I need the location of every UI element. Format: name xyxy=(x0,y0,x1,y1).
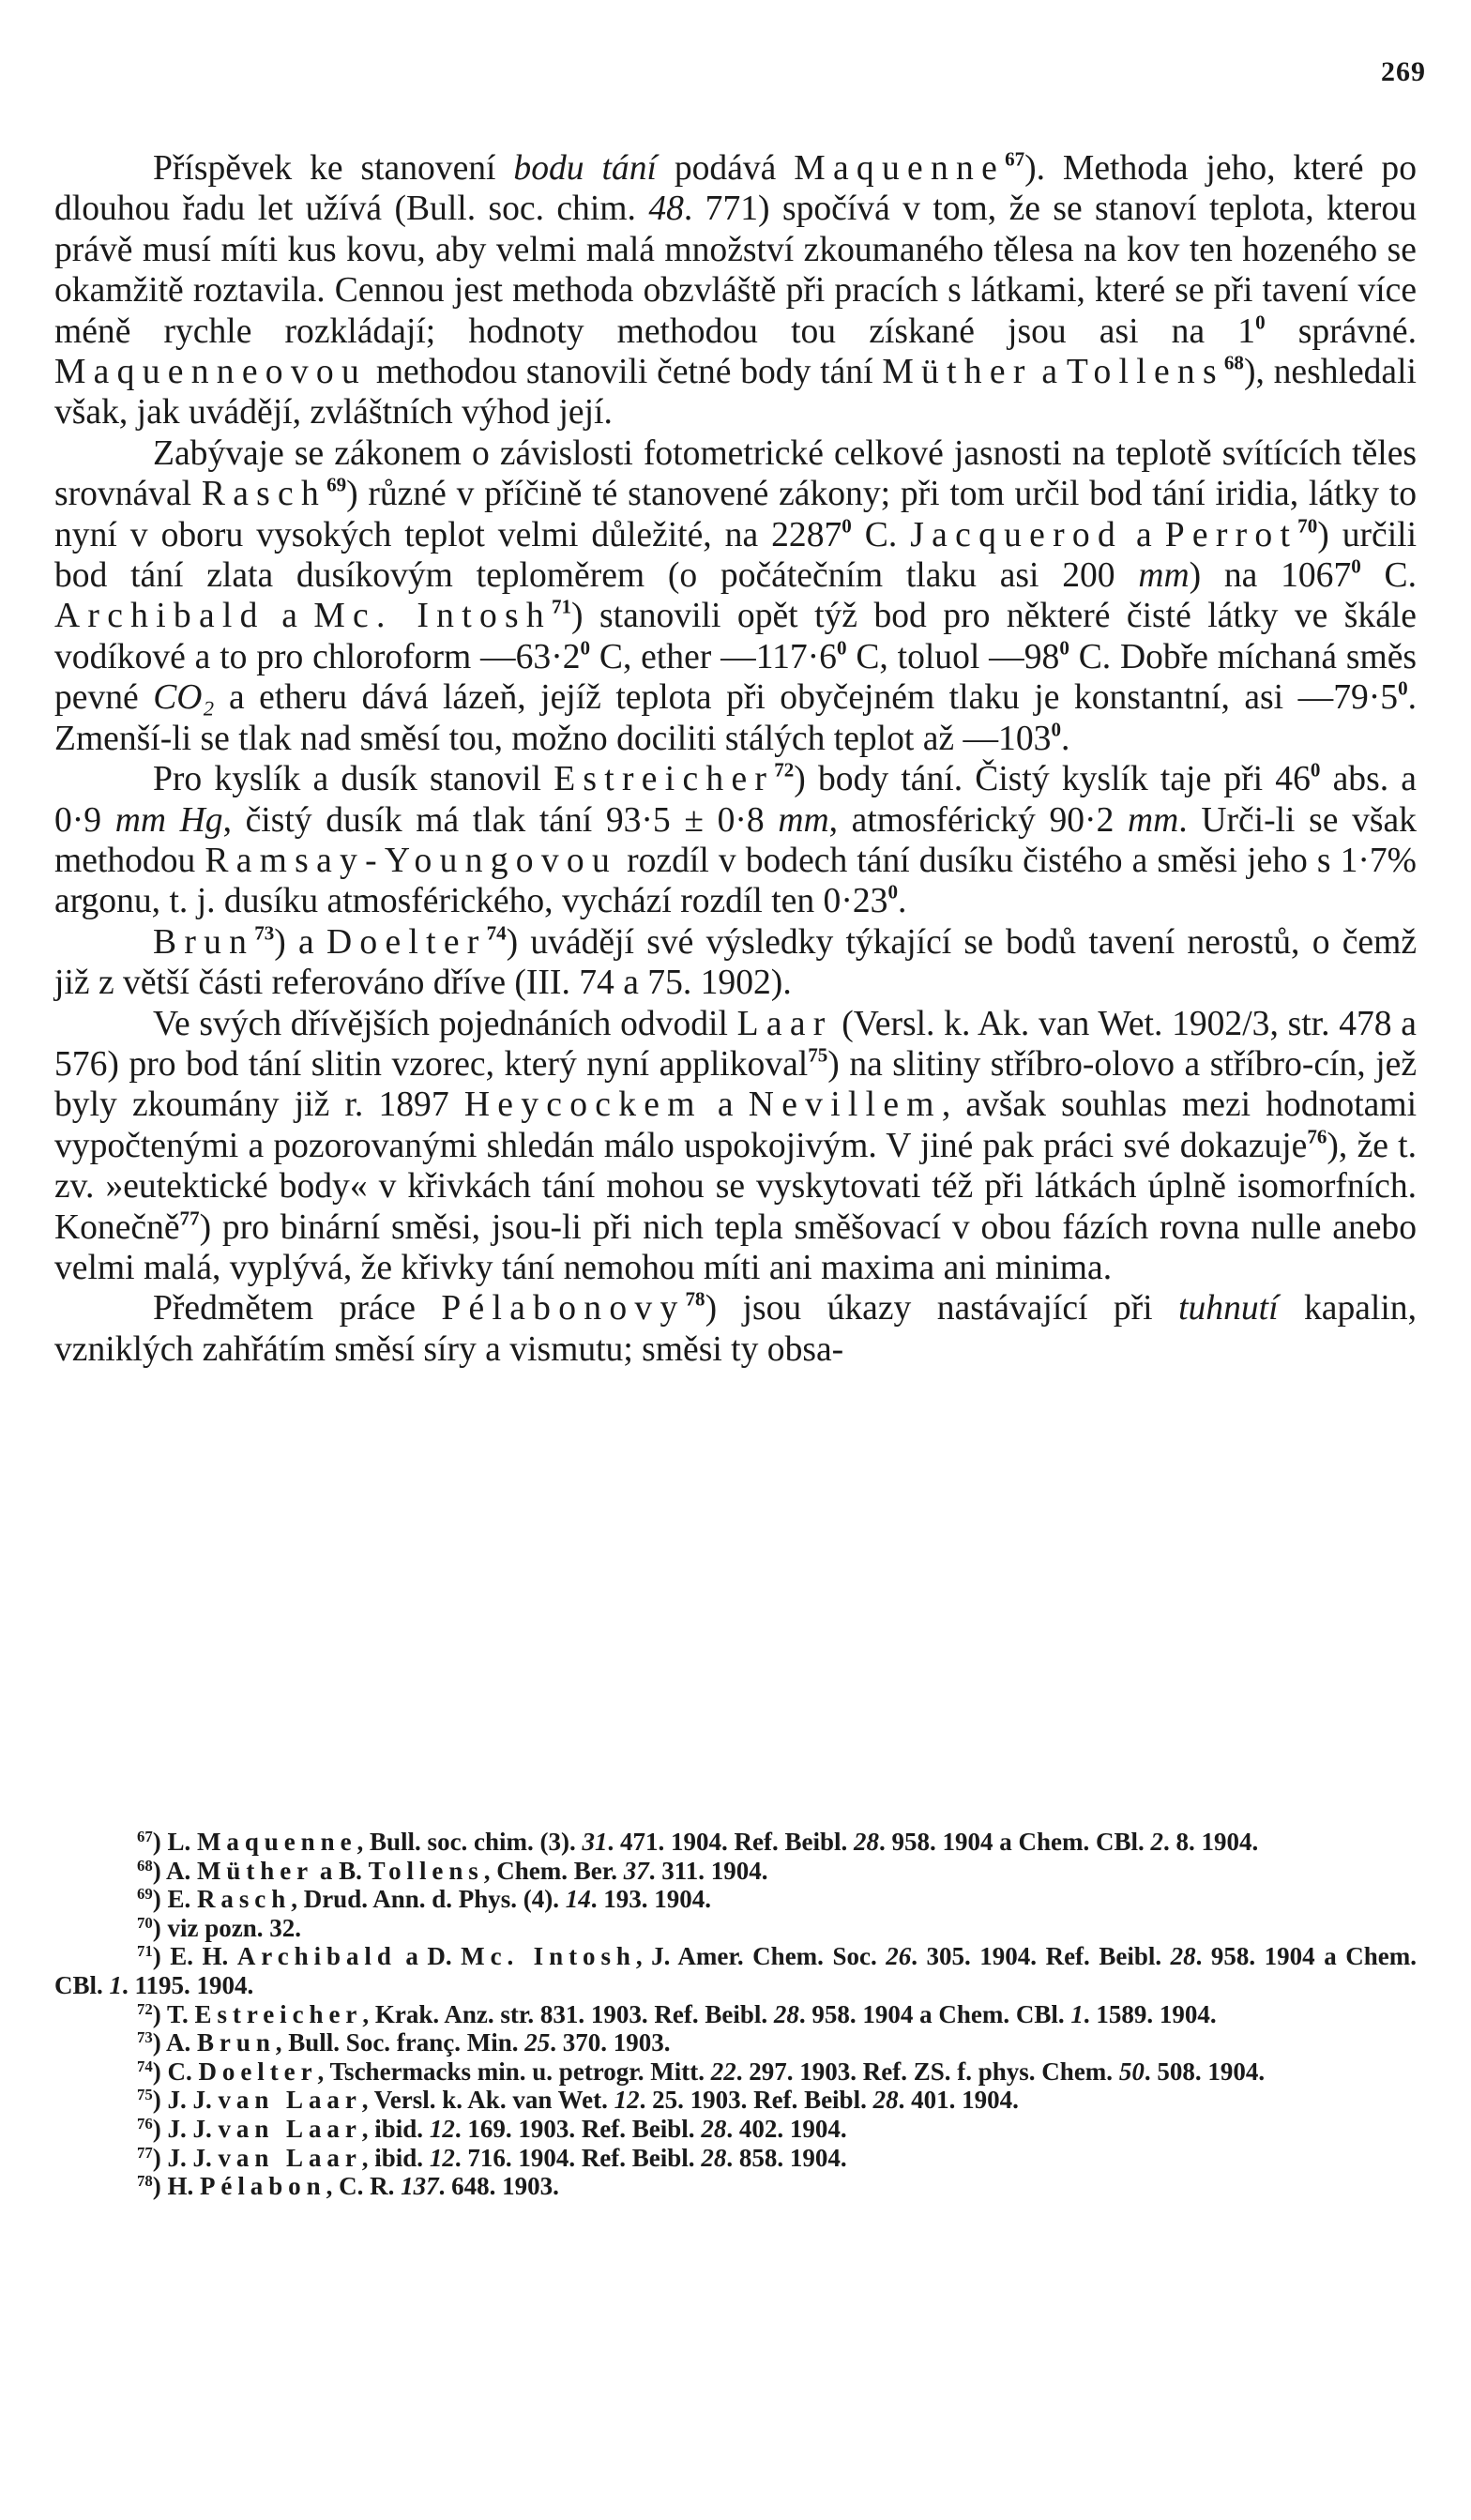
text-run: . 1589. 1904. xyxy=(1083,1999,1217,2028)
superscript: 74 xyxy=(486,920,507,944)
spaced-name: Brun xyxy=(196,2028,276,2057)
italic-text: CO₂ xyxy=(153,678,215,718)
footnote xyxy=(54,1942,1417,1999)
italic-text: 28 xyxy=(872,2086,899,2115)
spaced-name: Mc. Intosh xyxy=(461,1942,636,1971)
text-run: správné. xyxy=(1265,311,1417,351)
text-run: , ibid. xyxy=(361,2114,430,2143)
text-run: Příspěvek ke stanovení xyxy=(153,149,514,188)
superscript: 0 xyxy=(1255,310,1266,333)
superscript: 73 xyxy=(254,920,275,944)
italic-text: 31 xyxy=(582,1828,608,1856)
text-run: Předmětem práce xyxy=(153,1289,442,1328)
spaced-name: Maquenne xyxy=(794,149,1006,188)
text-run: . Urči-li se však methodou xyxy=(54,800,1417,880)
text-run: . 370. 1903. xyxy=(550,2028,671,2057)
italic-text: 2 xyxy=(1150,1828,1164,1856)
spaced-name: Maquenneovou xyxy=(54,353,368,392)
spaced-name: Doelter xyxy=(198,2057,318,2086)
text-run: , Chem. Ber. xyxy=(483,1856,624,1885)
italic-text: 14 xyxy=(565,1885,591,1914)
superscript: 70 xyxy=(1297,513,1318,537)
italic-text: mm Hg xyxy=(114,800,223,840)
text-run: . 958. 1904 a Chem. CBl. xyxy=(54,1942,1417,1999)
footnote xyxy=(54,2115,1417,2144)
spaced-name: Rasch xyxy=(201,475,327,514)
superscript: 69 xyxy=(137,1884,153,1903)
text-run: ) J. J. xyxy=(152,2143,219,2172)
text-run: ) H. xyxy=(152,2172,200,2201)
superscript: 69 xyxy=(326,473,347,496)
text-run: , Krak. Anz. str. 831. 1903. Ref. Beibl. xyxy=(362,1999,774,2028)
italic-text: tuhnutí xyxy=(1178,1289,1279,1328)
footnote xyxy=(54,1914,1417,1943)
superscript: 73 xyxy=(137,2027,153,2046)
text-run: ) na 1067 xyxy=(1189,556,1352,596)
italic-text: mm xyxy=(778,800,829,840)
footnote xyxy=(54,2172,1417,2201)
superscript: 76 xyxy=(1307,1125,1327,1148)
spaced-name: Rasch xyxy=(196,1885,292,1914)
text-run: C, ether —117·6 xyxy=(590,637,837,676)
superscript: 75 xyxy=(808,1043,828,1067)
paragraph xyxy=(54,1288,1417,1370)
text-run: ) A. xyxy=(152,2028,197,2057)
text-run: , Tschermacks min. u. petrogr. Mitt. xyxy=(317,2057,711,2086)
italic-text: 137 xyxy=(401,2172,439,2201)
text-run: ) T. xyxy=(152,1999,195,2028)
spaced-name: Nevillem xyxy=(748,1085,942,1125)
italic-text: 12 xyxy=(614,2086,640,2115)
text-run: , Versl. k. Ak. van Wet. xyxy=(361,2086,614,2115)
text-run: , Bull. soc. chim. (3). xyxy=(356,1828,583,1856)
spaced-name: Estreicher xyxy=(194,1999,363,2028)
footnote xyxy=(54,1828,1417,1857)
spaced-name: Pélabon xyxy=(199,2172,326,2201)
text-run: ) jsou úkazy nastávající při xyxy=(705,1289,1179,1328)
superscript: 0 xyxy=(836,636,847,660)
text-run: ) C. xyxy=(152,2057,199,2086)
superscript: 78 xyxy=(137,2171,153,2190)
spaced-name: Tollens xyxy=(368,1856,484,1885)
footnote xyxy=(54,1885,1417,1914)
paragraph xyxy=(54,759,1417,922)
text-run: ) na slitiny stříbro-olovo a stříbro-cín, jež byly zkoumány již r. 1897 xyxy=(54,1044,1417,1125)
text-run: abs. a 0·9 xyxy=(54,760,1417,840)
text-run: . 471. 1904. Ref. Beibl. xyxy=(607,1828,855,1856)
text-run: . 958. 1904 a Chem. CBl. xyxy=(798,1999,1071,2028)
spaced-name: Estreicher xyxy=(554,760,775,799)
italic-text: 37 xyxy=(623,1856,649,1885)
text-run: ) uvádějí své výsledky týkající se bodů tavení nerostů, o čemž již z větší části referováno dříve (III. 74 a 75. 1902). xyxy=(54,922,1417,1003)
italic-text: 26 xyxy=(886,1942,912,1971)
footnote xyxy=(54,2000,1417,2029)
text-run: . 648. 1903. xyxy=(438,2172,559,2201)
superscript: 68 xyxy=(137,1856,153,1875)
spaced-name: Archibald xyxy=(236,1942,397,1971)
spaced-name: Müther xyxy=(196,1856,314,1885)
text-run: ), neshledali však, jak uvádějí, zvláštních výhod její. xyxy=(54,353,1417,433)
spaced-name: Laar xyxy=(736,1004,833,1043)
text-run: ) J. J. xyxy=(152,2086,219,2115)
superscript: 76 xyxy=(137,2114,153,2133)
spaced-name: Jacquerod xyxy=(910,515,1124,554)
superscript: 0 xyxy=(842,513,852,537)
text-run: , ibid. xyxy=(361,2143,430,2172)
text-run: . 858. 1904. xyxy=(726,2143,847,2172)
text-run: a B. xyxy=(313,1856,369,1885)
superscript: 74 xyxy=(137,2057,153,2075)
text-run: . 193. 1904. xyxy=(590,1885,712,1914)
spaced-name: Müther xyxy=(882,353,1033,392)
text-run: ) E. xyxy=(152,1885,197,1914)
italic-text: 28 xyxy=(773,1999,799,2028)
paragraph xyxy=(54,1004,1417,1289)
spaced-name: Maquenne xyxy=(196,1828,357,1856)
text-run: C. xyxy=(1360,556,1418,596)
italic-text: 12 xyxy=(429,2143,455,2172)
italic-text: mm xyxy=(1128,800,1179,840)
text-run: ) a xyxy=(274,922,326,962)
superscript: 0 xyxy=(1051,717,1061,740)
superscript: 67 xyxy=(1005,147,1025,171)
text-run: a xyxy=(702,1085,749,1125)
text-run: Pro kyslík a dusík stanovil xyxy=(153,760,554,799)
superscript: 0 xyxy=(1059,636,1069,660)
text-run: , avšak souhlas mezi hodnotami vypočtenými a pozorovanými shledán málo uspokojivým. V jiné pak práci své dokazuje xyxy=(54,1085,1418,1165)
superscript: 72 xyxy=(774,758,795,782)
spaced-name: van Laar xyxy=(218,2114,362,2143)
footnote xyxy=(54,2086,1417,2115)
text-run: methodou stanovili četné body tání xyxy=(367,353,883,392)
text-run: . 958. 1904 a Chem. CBl. xyxy=(879,1828,1151,1856)
text-run: , atmosférický 90·2 xyxy=(828,800,1129,840)
italic-text: 28 xyxy=(701,2114,727,2143)
text-run: rozdíl v bodech tání dusíku čistého a směsi jeho s 1·7% argonu, t. j. dusíku atmosférického, vychází rozdíl ten 0·23 xyxy=(54,841,1417,921)
text-run: ), že t. zv. »eutektické body« v křivkách tání mohou se vyskytovati též při látkách úplně isomorfních. Konečně xyxy=(54,1126,1417,1247)
spaced-name: Perrot xyxy=(1164,515,1298,554)
text-run: . xyxy=(1060,719,1070,758)
footnotes xyxy=(54,1828,1417,2201)
superscript: 0 xyxy=(1310,758,1321,782)
spaced-name: Brun xyxy=(153,922,255,962)
spaced-name: Pélabonovy xyxy=(441,1289,686,1328)
text-run: , Bull. Soc. franç. Min. xyxy=(275,2028,525,2057)
text-run: . 771) spočívá v tom, že se stanoví teplota, kterou právě musí míti kus kovu, aby velmi malá množství zkoumaného tělesa na kov ten hozeného se okamžitě roztavila. Cennou jest methoda obzvláště při pracích s látkami, které se při tavení více méně rychle rozkládají; hodnoty methodou tou získané jsou asi na 1 xyxy=(54,190,1418,351)
spaced-name: Heycockem xyxy=(463,1085,703,1125)
text-run: . 311. 1904. xyxy=(648,1856,768,1885)
superscript: 77 xyxy=(179,1206,200,1229)
text-run: (Versl. k. Ak. van Wet. 1902/3, str. 478 a 576) pro bod tání slitin vzorec, který nyní applikoval xyxy=(54,1004,1417,1084)
text-run: . 402. 1904. xyxy=(726,2114,847,2143)
spaced-name: Archibald xyxy=(54,597,265,636)
spaced-name: van Laar xyxy=(218,2143,362,2172)
spaced-name: Ramsay-Youngovou xyxy=(205,841,618,880)
paragraph xyxy=(54,148,1417,433)
spaced-name: van Laar xyxy=(218,2086,362,2115)
text-run: . 25. 1903. Ref. Beibl. xyxy=(639,2086,873,2115)
text-run: ) pro binární směsi, jsou-li při nich tepla směšovací v obou fázích rovna nulle anebo velmi malá, vyplývá, že křivky tání nemohou míti ani maxima ani minima. xyxy=(54,1207,1417,1287)
footnote xyxy=(54,2057,1417,2087)
text-run: C, toluol —98 xyxy=(846,637,1060,676)
text-run: , C. R. xyxy=(326,2172,402,2201)
text-run: . Zmenší-li se tlak nad směsí tou, možno dociliti stálých teplot až —103 xyxy=(54,678,1418,758)
text-run: ) stanovili opět týž bod pro některé čisté látky ve škále vodíkové a to pro chloroform —63·2 xyxy=(54,597,1417,676)
text-run: ) viz pozn. 32. xyxy=(152,1913,301,1942)
superscript: 75 xyxy=(137,2086,153,2104)
text-run: ). Methoda jeho, které po dlouhou řadu let užívá (Bull. soc. chim. xyxy=(54,149,1417,229)
text-run: . xyxy=(897,882,907,921)
spaced-name: Tollens xyxy=(1066,353,1224,392)
superscript: 68 xyxy=(1223,351,1244,374)
text-run: , Drud. Ann. d. Phys. (4). xyxy=(291,1885,566,1914)
superscript: 0 xyxy=(1398,676,1408,700)
text-run: . 305. 1904. Ref. Beibl. xyxy=(911,1942,1171,1971)
italic-text: 28 xyxy=(854,1828,880,1856)
text-run: ) L. xyxy=(152,1828,197,1856)
text-run: Ve svých dřívějších pojednáních odvodil xyxy=(153,1004,737,1043)
text-run: ) A. xyxy=(152,1856,197,1885)
superscript: 0 xyxy=(1351,554,1361,578)
text-run: Zabývaje se zákonem o závislosti fotometrické celkové jasnosti na teplotě svítících těles srovnával xyxy=(54,433,1417,514)
text-run: . 716. 1904. Ref. Beibl. xyxy=(454,2143,702,2172)
text-run: ) E. H. xyxy=(152,1942,237,1971)
text-run: a etheru dává lázeň, jejíž teplota při obyčejném tlaku je konstantní, asi —79·5 xyxy=(214,678,1399,718)
text-run: . 297. 1903. Ref. ZS. f. phys. Chem. xyxy=(736,2057,1119,2086)
text-run: ) J. J. xyxy=(152,2114,219,2143)
text-run: . 8. 1904. xyxy=(1163,1828,1259,1856)
superscript: 0 xyxy=(887,880,898,903)
italic-text: 50 xyxy=(1118,2057,1145,2086)
italic-text: bodu tání xyxy=(513,149,657,188)
superscript: 77 xyxy=(137,2143,153,2162)
superscript: 71 xyxy=(551,595,572,618)
text-run: . 401. 1904. xyxy=(898,2086,1019,2115)
italic-text: 22 xyxy=(710,2057,736,2086)
paragraph xyxy=(54,433,1417,759)
text-run: C. Dobře míchaná směs pevné xyxy=(54,637,1417,718)
italic-text: 48 xyxy=(648,190,684,229)
text-run: , J. Amer. Chem. Soc. xyxy=(635,1942,887,1971)
superscript: 0 xyxy=(580,636,591,660)
superscript: 72 xyxy=(137,1999,153,2018)
main-text xyxy=(54,148,1417,1370)
text-run: . 169. 1903. Ref. Beibl. xyxy=(454,2114,702,2143)
spaced-name: Doelter xyxy=(326,922,487,962)
text-run: a xyxy=(1123,515,1165,554)
italic-text: 12 xyxy=(429,2114,455,2143)
text-run: ) body tání. Čistý kyslík taje při 46 xyxy=(794,760,1311,799)
italic-text: 28 xyxy=(701,2143,727,2172)
text-run: C. xyxy=(851,515,911,554)
superscript: 70 xyxy=(137,1913,153,1932)
footnote xyxy=(54,2144,1417,2173)
superscript: 67 xyxy=(137,1827,153,1845)
page-number: 269 xyxy=(1381,56,1426,87)
footnote xyxy=(54,1857,1417,1886)
text-run: , čistý dusík má tlak tání 93·5 ± 0·8 xyxy=(222,800,779,840)
text-run: ) určili bod tání zlata dusíkovým teploměrem (o počátečním tlaku asi 200 xyxy=(54,515,1418,596)
italic-text: 1 xyxy=(1070,1999,1084,2028)
text-run: podává xyxy=(656,149,795,188)
text-run: . 1195. 1904. xyxy=(122,1970,254,1999)
paragraph xyxy=(54,922,1417,1004)
superscript: 71 xyxy=(137,1942,153,1961)
italic-text: 25 xyxy=(524,2028,551,2057)
text-run: . 508. 1904. xyxy=(1144,2057,1266,2086)
footnote xyxy=(54,2028,1417,2057)
text-run: a xyxy=(265,597,314,636)
text-run: kapalin, vzniklých zahřátím směsí síry a vismutu; směsi ty obsa- xyxy=(54,1289,1417,1369)
italic-text: 28 xyxy=(1170,1942,1196,1971)
italic-text: 1 xyxy=(109,1970,123,1999)
text-run: ) různé v příčině té stanovené zákony; při tom určil bod tání iridia, látky to nyní v oboru vysokých teplot velmi důležité, na 2287 xyxy=(54,475,1417,554)
text-run: a xyxy=(1032,353,1067,392)
spaced-name: Mc. Intosh xyxy=(313,597,552,636)
superscript: 78 xyxy=(685,1287,705,1311)
text-run: a D. xyxy=(396,1942,462,1971)
italic-text: mm xyxy=(1138,556,1190,596)
